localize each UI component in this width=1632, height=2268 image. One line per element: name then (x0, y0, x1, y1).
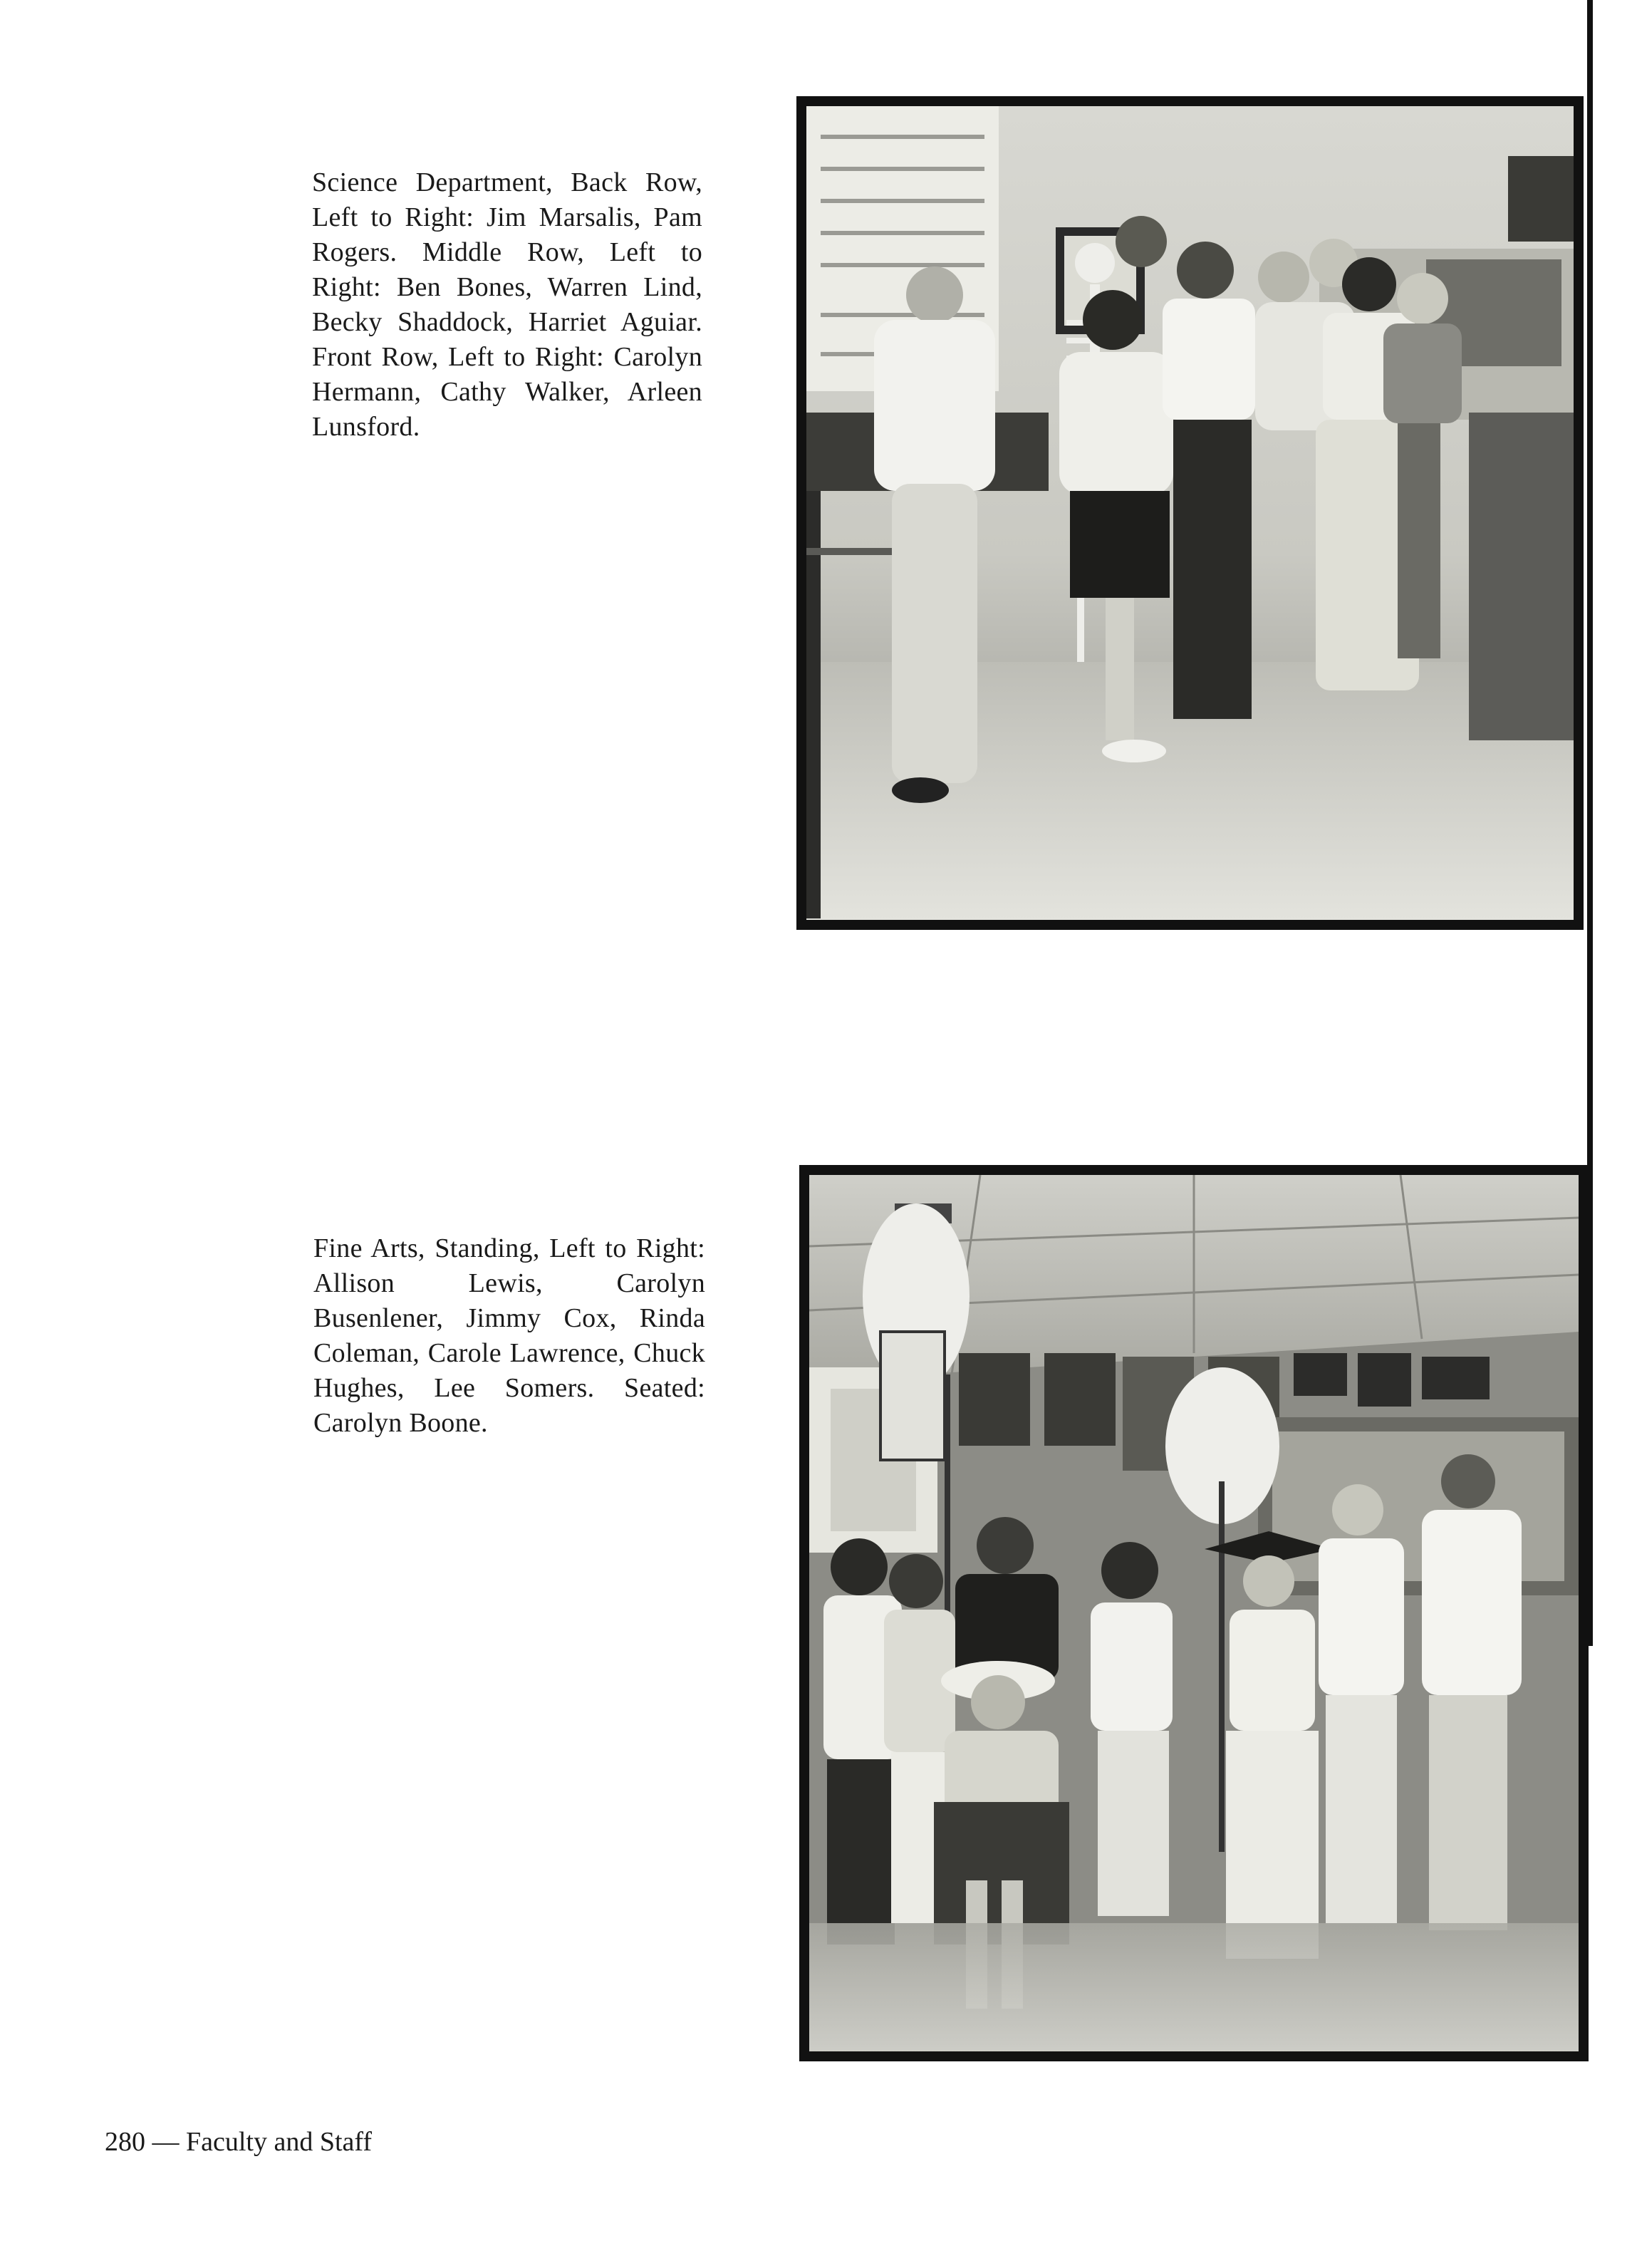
science-photo-image (806, 106, 1574, 920)
fine-arts-caption: Fine Arts, Standing, Left to Right: Allison Lewis, Carolyn Busenlener, Jimmy Cox, Rinda Coleman, Carole Lawrence, Chuck Hughes, Lee Somers. Seated: Carolyn Boone. (313, 1233, 705, 1438)
fine-arts-photo-image (809, 1175, 1579, 2051)
science-department-caption: Science Department, Back Row, Left to Right: Jim Marsalis, Pam Rogers. Middle Row, Left to Right: Ben Bones, Warren Lind, Becky Shaddock, Harriet Aguiar. Front Row, Left to Right: Carolyn Hermann, Cathy Walker, Arleen Lunsford. (312, 167, 702, 442)
page-folio: 280 — Faculty and Staff (105, 2127, 373, 2157)
science-department-photo (796, 96, 1584, 930)
fine-arts-photo (799, 1165, 1589, 2061)
